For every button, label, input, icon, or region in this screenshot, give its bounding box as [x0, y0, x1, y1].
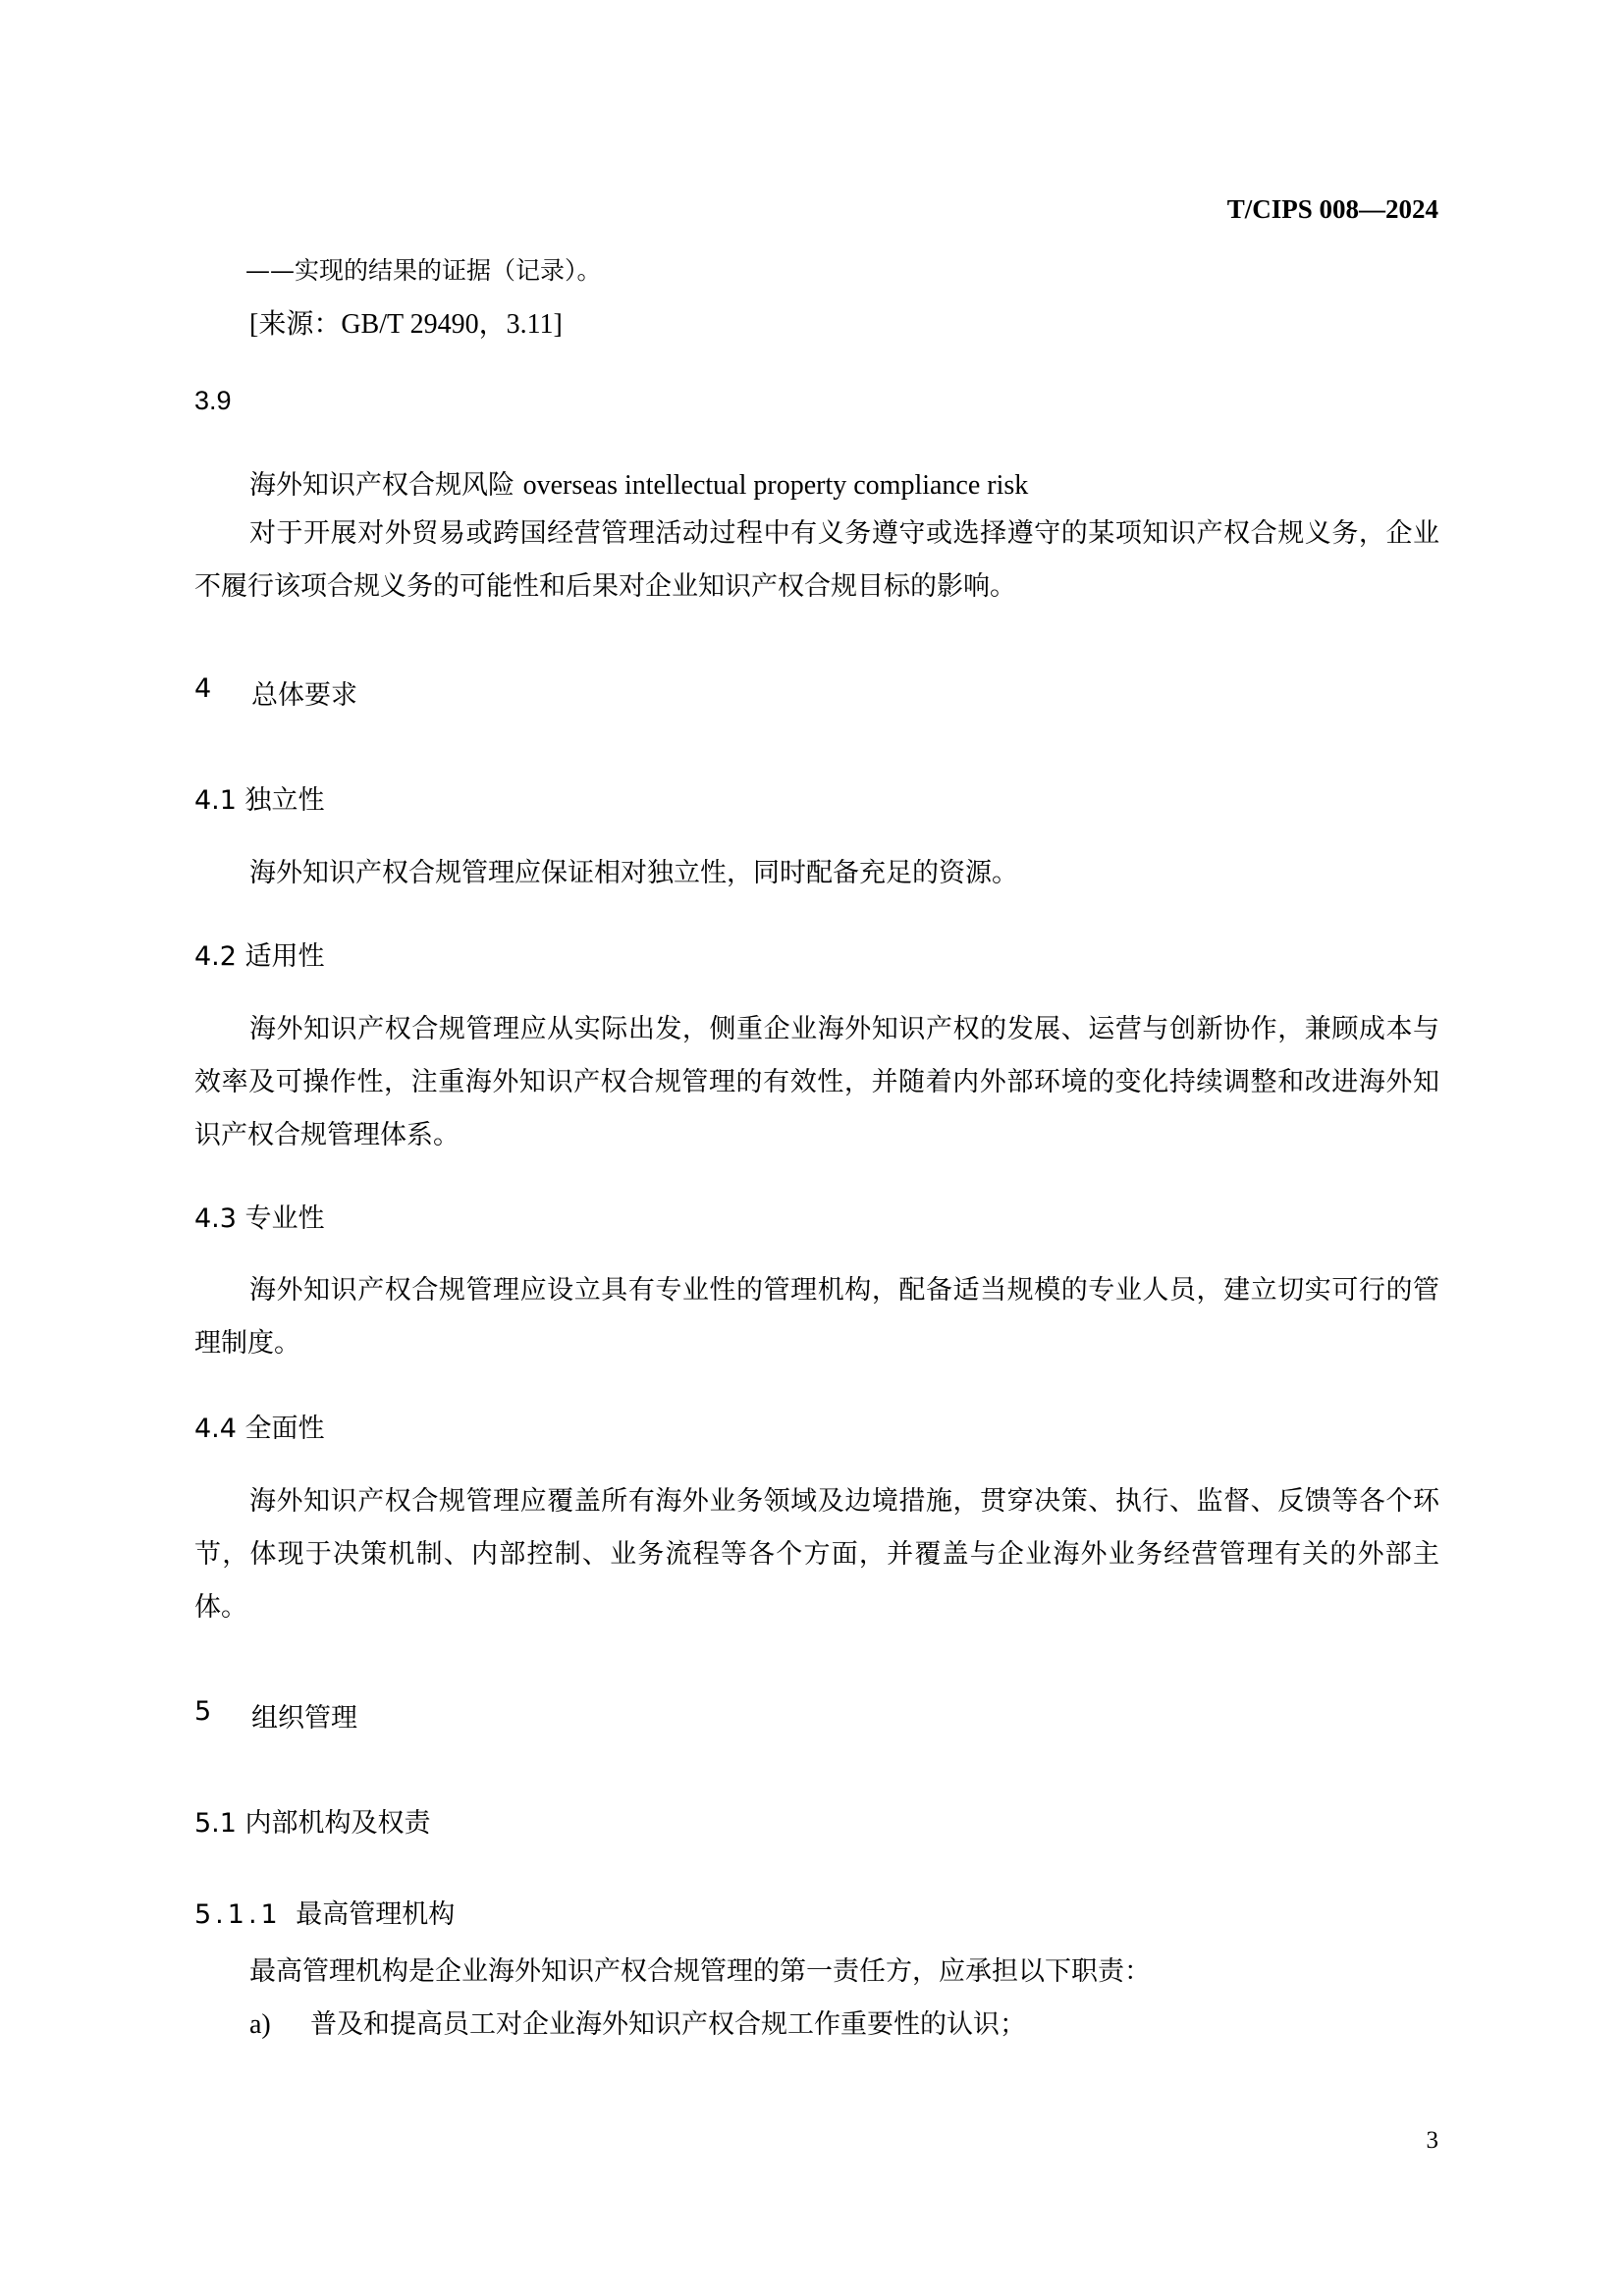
section-number: 4.3: [194, 1203, 237, 1234]
section-title: 全面性: [244, 1414, 325, 1444]
clause-5-1-1-intro: 最高管理机构是企业海外知识产权合规管理的第一责任方，应承担以下职责：: [249, 1956, 1151, 1987]
section-number: 4.1: [194, 785, 237, 816]
term-definition: 对于开展对外贸易或跨国经营管理活动过程中有义务遵守或选择遵守的某项知识产权合规义务，企业不履行该项合规义务的可能性和后果对企业知识产权合规目标的影响。: [194, 518, 1439, 602]
term-zh: 海外知识产权合规风险: [249, 470, 514, 501]
page-number: 3: [1426, 2127, 1438, 2154]
term-heading: [249, 463, 1028, 502]
chapter-4-number: 4: [194, 673, 212, 704]
section-4-3-heading: [194, 1197, 325, 1235]
chapter-5-title: 组织管理: [251, 1703, 357, 1734]
section-4-2-heading: [194, 934, 325, 973]
section-title: 专业性: [244, 1203, 325, 1234]
clause-number: 5.1.1: [194, 1899, 282, 1930]
section-4-4-heading: [194, 1407, 325, 1445]
section-4-4-text: 海外知识产权合规管理应覆盖所有海外业务领域及边境措施，贯穿决策、执行、监督、反馈等各个环节，体现于决策机制、内部控制、业务流程等各个方面，并覆盖与企业海外业务经营管理有关的外部主体。: [194, 1486, 1439, 1623]
term-number: 3.9: [194, 386, 232, 415]
standard-code: T/CIPS 008—2024: [1226, 194, 1438, 224]
clause-title: 最高管理机构: [296, 1899, 456, 1930]
clause-5-1-1-heading: [194, 1893, 455, 1931]
section-4-3-text: 海外知识产权合规管理应设立具有专业性的管理机构，配备适当规模的专业人员，建立切实可行的管理制度。: [194, 1275, 1439, 1359]
chapter-4-title: 总体要求: [251, 680, 357, 711]
section-title: 内部机构及权责: [244, 1808, 431, 1839]
source-note: [来源：GB/T 29490，3.11]: [249, 309, 563, 340]
list-item-text: 普及和提高员工对企业海外知识产权合规工作重要性的认识；: [310, 2009, 1026, 2040]
section-5-1-heading: [194, 1801, 431, 1840]
section-4-1-text: 海外知识产权合规管理应保证相对独立性，同时配备充足的资源。: [249, 858, 1018, 888]
section-number: 5.1: [194, 1808, 237, 1839]
term-en: overseas intellectual property compliance risk: [522, 470, 1029, 501]
section-title: 适用性: [244, 941, 325, 972]
section-4-2-text: 海外知识产权合规管理应从实际出发，侧重企业海外知识产权的发展、运营与创新协作，兼顾成本与效率及可操作性，注重海外知识产权合规管理的有效性，并随着内外部环境的变化持续调整和改进海外知识产权合规管理体系。: [194, 1014, 1439, 1150]
section-4-1-heading: [194, 778, 325, 817]
list-item: [249, 2005, 1026, 2045]
section-number: 4.2: [194, 941, 237, 972]
evidence-item: ——实现的结果的证据（记录）。: [245, 256, 602, 285]
section-title: 独立性: [244, 785, 325, 816]
section-number: 4.4: [194, 1414, 237, 1444]
list-item-label: a): [249, 2009, 271, 2040]
chapter-5-number: 5: [194, 1696, 212, 1727]
